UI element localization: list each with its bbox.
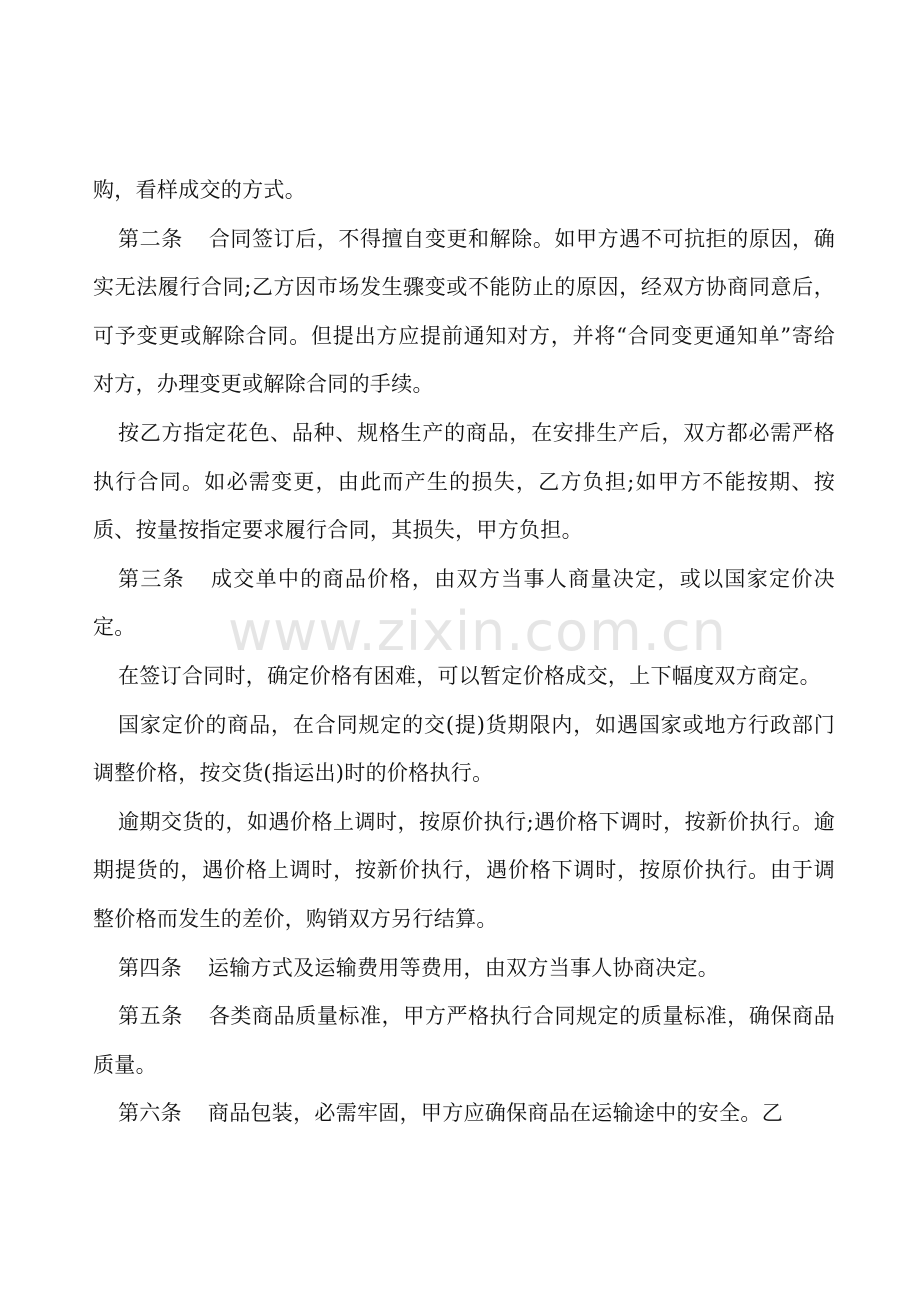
paragraph-state-price	[93, 701, 835, 798]
article-number: 第四条	[118, 955, 182, 980]
paragraph-article-2	[93, 215, 835, 409]
paragraph-text: 各类商品质量标准，甲方严格执行合同规定的质量标准，确保商品质量。	[93, 1004, 835, 1077]
paragraph-article-4	[93, 944, 835, 993]
paragraph-text: 逾期交货的，如遇价格上调时，按原价执行;遇价格下调时，按新价执行。逾期提货的，遇价格上调时，按新价执行，遇价格下调时，按原价执行。由于调整价格而发生的差价，购销双方另行结算。	[93, 809, 835, 931]
paragraph-article-3	[93, 555, 835, 652]
document-body	[93, 166, 835, 1138]
article-number: 第五条	[118, 1004, 183, 1029]
paragraph-overdue	[93, 798, 835, 944]
paragraph-text: 合同签订后，不得擅自变更和解除。如甲方遇不可抗拒的原因，确实无法履行合同;乙方因市场发生骤变或不能防止的原因，经双方协商同意后，可予变更或解除合同。但提出方应提前通知对方，并将“合同变更通知单”寄给对方，办理变更或解除合同的手续。	[93, 226, 835, 397]
paragraph-text: 购，看样成交的方式。	[93, 178, 306, 202]
paragraph-text: 成交单中的商品价格，由双方当事人商量决定，或以国家定价决定。	[93, 566, 835, 640]
paragraph-text: 运输方式及运输费用等费用，由双方当事人协商决定。	[207, 955, 720, 980]
article-number: 第二条	[118, 226, 183, 251]
article-number: 第六条	[118, 1101, 182, 1126]
watermark-text: www.zixin.com.cn	[228, 600, 727, 663]
paragraph-text: 国家定价的商品，在合同规定的交(提)货期限内，如遇国家或地方行政部门调整价格，按交货(指运出)时的价格执行。	[93, 712, 835, 786]
paragraph-continuation	[93, 166, 835, 215]
paragraph-article-5	[93, 992, 835, 1089]
paragraph-custom-spec	[93, 409, 835, 555]
paragraph-provisional-price	[93, 652, 835, 701]
article-number: 第三条	[118, 566, 185, 591]
paragraph-text: 按乙方指定花色、品种、规格生产的商品，在安排生产后，双方都必需严格执行合同。如必需变更，由此而产生的损失，乙方负担;如甲方不能按期、按质、按量按指定要求履行合同，其损失，甲方负担。	[93, 420, 835, 543]
paragraph-text: 在签订合同时，确定价格有困难，可以暂定价格成交，上下幅度双方商定。	[118, 663, 821, 688]
paragraph-text: 商品包装，必需牢固，甲方应确保商品在运输途中的安全。乙	[207, 1101, 784, 1126]
paragraph-article-6	[93, 1089, 835, 1138]
